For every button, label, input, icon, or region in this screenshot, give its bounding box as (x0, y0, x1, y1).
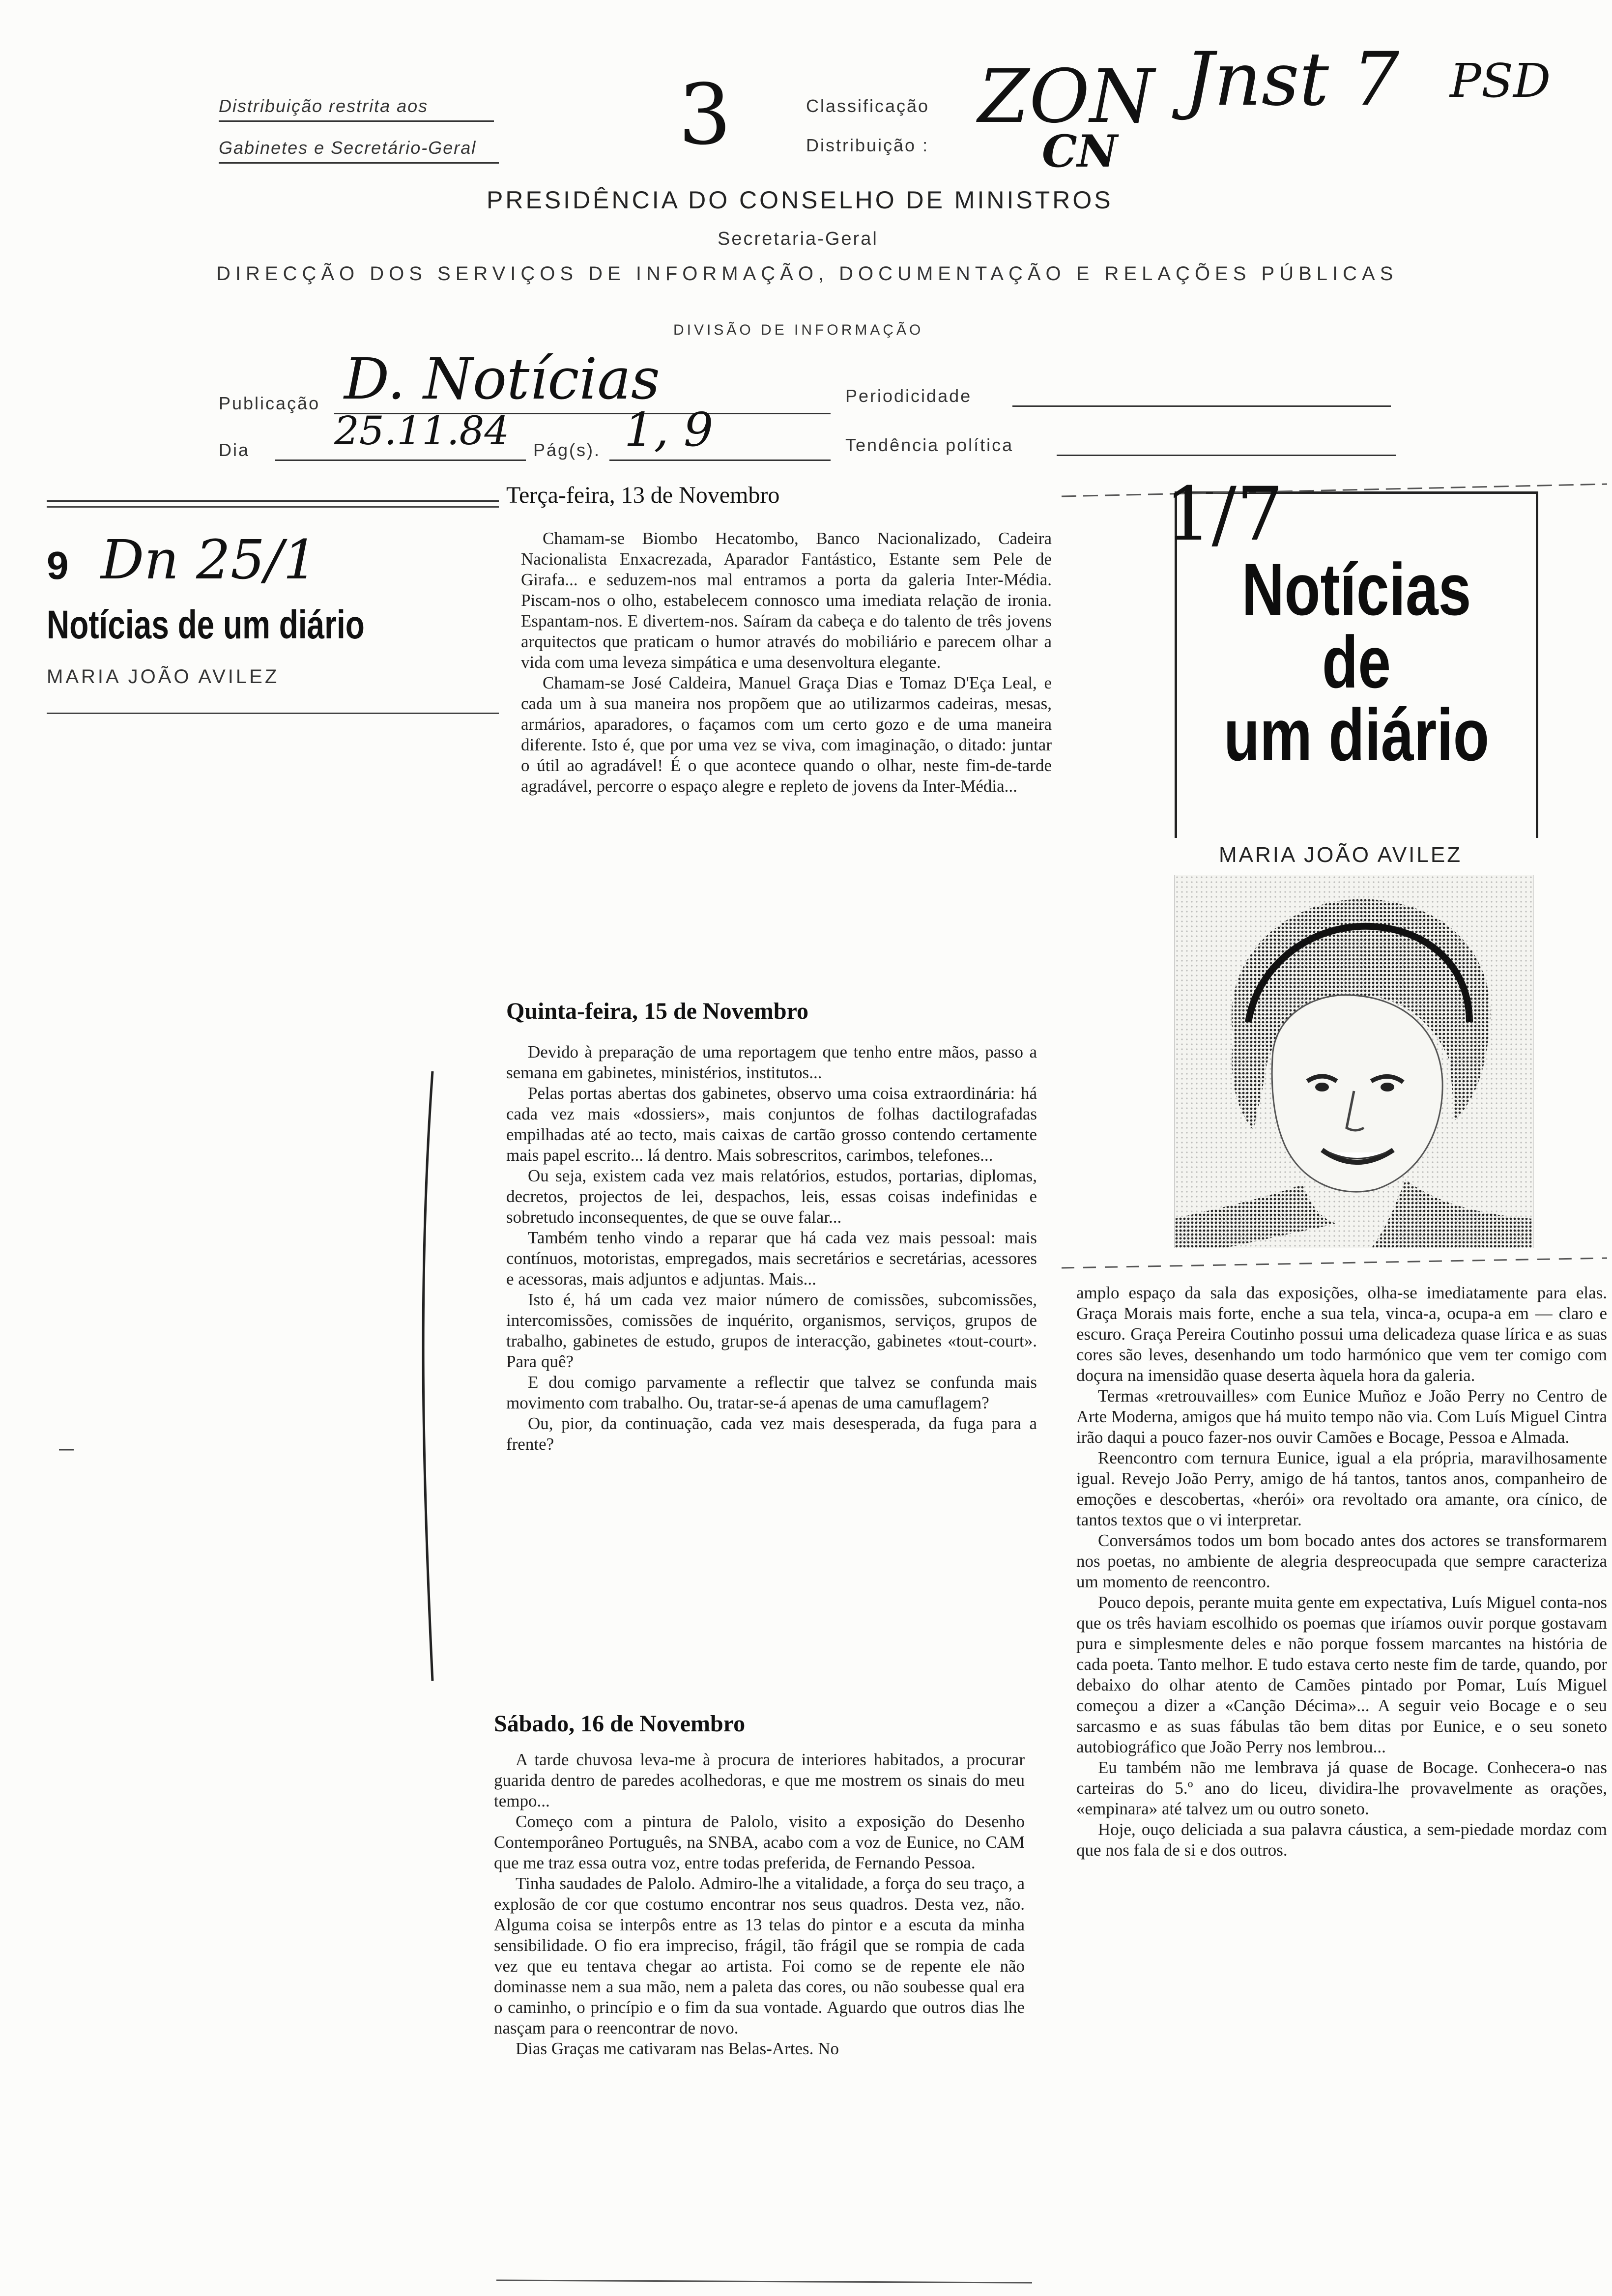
tuesday-paragraph: Chamam-se José Caldeira, Manuel Graça Dias e Tomaz D'Eça Leal, e cada um à sua maneira nos propõem que ao utilizarmos cadeiras, mesas, armários, aparadores, o façamos com um certo gozo e de uma maneira diferente. Isto é, que por uma vez se viva, com imaginação, o ditado: juntar o útil ao agradável! É o que acontece quando o olhar, neste fim-de-tarde agradável, percorre o espaço alegre e repleto de jovens da Inter-Média... (521, 673, 1052, 796)
saturday-paragraph: Dias Graças me cativaram nas Belas-Artes. No (516, 2039, 839, 2058)
dia-line (275, 459, 526, 461)
thursday-paragraph: Isto é, há um cada vez maior número de comissões, subcomissões, intercomissões, comissões de inquérito, organismos, serviços, grupos de trabalho, gabinetes de estudo, grupos de interacção, gabinetes «tout-court». Para quê? (506, 1290, 1037, 1371)
small-header-title: Notícias de um diário (47, 603, 365, 647)
tuesday-paragraph: Chamam-se Biombo Hecatombo, Banco Nacionalizado, Cadeira Nacionalista Enxacrezada, Aparador Fantástico, Estante sem Pele de Girafa... e seduzem-nos mal entramos a porta da galeria Inter-Média. Piscam-nos o olho, estabelecem connosco uma imediata relação de ironia. Espantam-nos. E divertem-nos. Saíram da cabeça e do talento de três jovens arquitectos que praticam o humor através do mobiliário e parecem olhar a vida com uma leveza simpática e uma desenvoltura elegante. (521, 529, 1052, 672)
dia-label: Dia (219, 440, 250, 460)
distribution-underline-2 (219, 162, 499, 164)
tuesday-heading-left-rule (47, 500, 499, 502)
thursday-paragraph: Ou seja, existem cada vez mais relatórios, estudos, portarias, diplomas, decretos, projectos de lei, despachos, leis, essas coisas indefinidas e sobretudo inconsequentes, de que se ouve falar... (506, 1166, 1037, 1227)
classificacao-handwritten-value: ZON (978, 54, 1154, 140)
distribution-note-line2: Gabinetes e Secretário-Geral (219, 138, 477, 158)
continuation-paragraph: Conversámos todos um bom bocado antes dos actores se transformarem nos poetas, no ambiente de alegria despreocupada que sempre caracteriza um momento de reencontro. (1076, 1531, 1607, 1591)
margin-pencil-stroke (423, 1071, 432, 1681)
handwritten-page-number: 3 (678, 66, 732, 164)
handwritten-top-right-note: Jnst 7 (1184, 37, 1400, 122)
continuation-paragraph: Pouco depois, perante muita gente em expectativa, Luís Miguel conta-nos que os três haviam escolhido os poemas que iríamos ouvir porque gostavam pura e simplesmente deles e não porque fossem marcantes na história de cada poeta. Tanto melhor. E tudo estava certo neste fim de tarde, quando, por debaixo do olhar atento de Camões pintado por Pomar, Luís Miguel começou a dizer a «Canção Décima»... A seguir veio Bocage e o seu sarcasmo e as suas fábulas tão bem ditas por Eunice, e o seu soneto autobiográfico que João Perry nos lembrou... (1076, 1593, 1607, 1756)
thursday-paragraph: Devido à preparação de uma reportagem que tenho entre mãos, passo a semana em gabinetes, ministérios, institutos... (506, 1042, 1037, 1082)
pags-line (609, 459, 831, 461)
big-header-handwritten-mark: 1/7 (1165, 472, 1284, 557)
continuation-paragraph: Termas «retrouvailles» com Eunice Muñoz e João Perry no Centro de Arte Moderna, amigos que há muito tempo não via. Com Luís Miguel Cintra irão daqui a pouco fazer-nos ouvir Camões e Bocage, Pessoa e Almada. (1076, 1386, 1607, 1447)
cut-line-bottom (496, 2280, 1032, 2283)
publicacao-label: Publicação (219, 393, 320, 413)
handwritten-psd-note: PSD (1450, 54, 1551, 108)
tuesday-heading: Terça-feira, 13 de Novembro (506, 482, 780, 508)
pags-label: Pág(s). (533, 440, 601, 460)
small-header-handwritten-ref: Dn 25/1 (101, 528, 318, 591)
tendencia-line (1057, 455, 1396, 456)
continuation-paragraph: Eu também não me lembrava já quase de Bocage. Conhecera-o nas carteiras do 5.º ano do liceu, dividira-lhe provavelmente as orações, «empinara» até talvez um ou outro soneto. (1076, 1758, 1607, 1818)
periodicidade-label: Periodicidade (845, 386, 972, 406)
department-name: Secretaria-Geral (718, 229, 878, 249)
division-name: DIVISÃO DE INFORMAÇÃO (673, 322, 924, 338)
thursday-text-column (506, 1042, 1037, 1705)
author-photo-portrait (1175, 875, 1533, 1248)
directorate-name: DIRECÇÃO DOS SERVIÇOS DE INFORMAÇÃO, DOCUMENTAÇÃO E RELAÇÕES PÚBLICAS (216, 263, 1398, 285)
tuesday-text-column (521, 528, 1052, 985)
continuation-paragraph: amplo espaço da sala das exposições, olha-se imediatamente para elas. Graça Morais mais forte, enche a sua tela, vinca-a, ocupa-a em — claro e escuro. Graça Pereira Coutinho possui uma delicadeza quase lírica e as suas cores são leves, desenhando um todo harmónico que vem ter comigo com doçura na imensidão quase deserta àquela hora da galeria. (1076, 1283, 1607, 1385)
organization-name: PRESIDÊNCIA DO CONSELHO DE MINISTROS (487, 186, 1113, 214)
small-header-author: MARIA JOÃO AVILEZ (47, 666, 280, 688)
distribution-note-line1: Distribuição restrita aos (219, 96, 429, 116)
pags-handwritten-value: 1, 9 (624, 403, 714, 457)
tendencia-label: Tendência política (845, 435, 1014, 455)
distribuicao-label: Distribuição : (806, 135, 929, 155)
small-header-bottom-rule (47, 713, 499, 714)
author-photo (1175, 875, 1533, 1248)
thursday-paragraph: Também tenho vindo a reparar que há cada vez mais pessoal: mais contínuos, motoristas, empregados, mais secretários e secretárias, acessores e acessoras, mais adjuntos e adjuntas. Mais... (506, 1228, 1037, 1289)
distribuicao-handwritten-value: CN (1042, 125, 1118, 177)
thursday-paragraph: Pelas portas abertas dos gabinetes, observo uma coisa extraordinária: há cada vez mais «dossiers», mais conjuntos de folhas dactilografadas empilhadas até ao tecto, mais caixas de cartão grosso contendo certamente mais papel escrito... lá dentro. Mais sobrescritos, carimbos, telefones... (506, 1084, 1037, 1165)
continuation-paragraph: Hoje, ouço deliciada a sua palavra cáustica, a sem-piedade mordaz com que nos fala de si e dos outros. (1076, 1820, 1607, 1860)
continuation-text-column (1076, 1283, 1607, 2226)
saturday-paragraph: Começo com a pintura de Palolo, visito a exposição do Desenho Contemporâneo Português, na SNBA, acabo com a voz de Eunice, no CAM que me traz essa outra voz, entre todas preferida, de Fernando Pessoa. (494, 1812, 1025, 1872)
thursday-paragraph: E dou comigo parvamente a reflectir que talvez se confunda mais movimento com trabalho. Ou, tratar-se-á apenas de uma camuflagem? (506, 1373, 1037, 1412)
big-header-author: MARIA JOÃO AVILEZ (1219, 843, 1463, 867)
saturday-paragraph: A tarde chuvosa leva-me à procura de interiores habitados, a procurar guarida dentro de paredes acolhedoras, e que me mostrem os sinais do meu tempo... (494, 1750, 1025, 1810)
continuation-paragraph: Reencontro com ternura Eunice, igual a ela própria, maravilhosamente igual. Revejo João Perry, amigo de há tantos, tantos anos, companheiro de emoções e descobertas, «herói» ora revoltado ora amante, ora cínico, de tantos textos que o vi interpretar. (1076, 1448, 1607, 1529)
saturday-heading: Sábado, 16 de Novembro (494, 1711, 746, 1737)
saturday-text-column (494, 1750, 1025, 2266)
small-header-box (47, 496, 509, 722)
big-header-title: Notícias de um diário (1223, 548, 1490, 776)
small-header-top-rule (47, 506, 499, 508)
saturday-paragraph: Tinha saudades de Palolo. Admiro-lhe a vitalidade, a força do seu traço, a explosão de cor que costumo encontrar nos seus quadros. Desta vez, não. Alguma coisa se interpôs entre as 13 telas do pintor e a escuta da minha sensibilidade. O fio era impreciso, frágil, tão frágil que se rompia de cada vez que eu tentava chegar ao artista. Foi como se de repente ele não dominasse nem a sua mão, nem a paleta das cores, ou não soubesse qual era o caminho, o princípio e o fim da sua vontade. Aguardo que outros dias lhe nasçam para o reencontrar de novo. (494, 1874, 1025, 2038)
thursday-heading: Quinta-feira, 15 de Novembro (506, 998, 809, 1024)
thursday-paragraph: Ou, pior, da continuação, cada vez mais desesperada, da fuga para a frente? (506, 1414, 1037, 1454)
dia-handwritten-value: 25.11.84 (334, 408, 510, 454)
small-header-number: 9 (47, 544, 69, 587)
publicacao-handwritten-value: D. Notícias (344, 346, 660, 412)
periodicidade-line (1012, 405, 1391, 407)
classificacao-label: Classificação (806, 96, 930, 116)
cut-line-middle (1062, 1258, 1607, 1268)
distribution-underline-1 (219, 120, 494, 122)
